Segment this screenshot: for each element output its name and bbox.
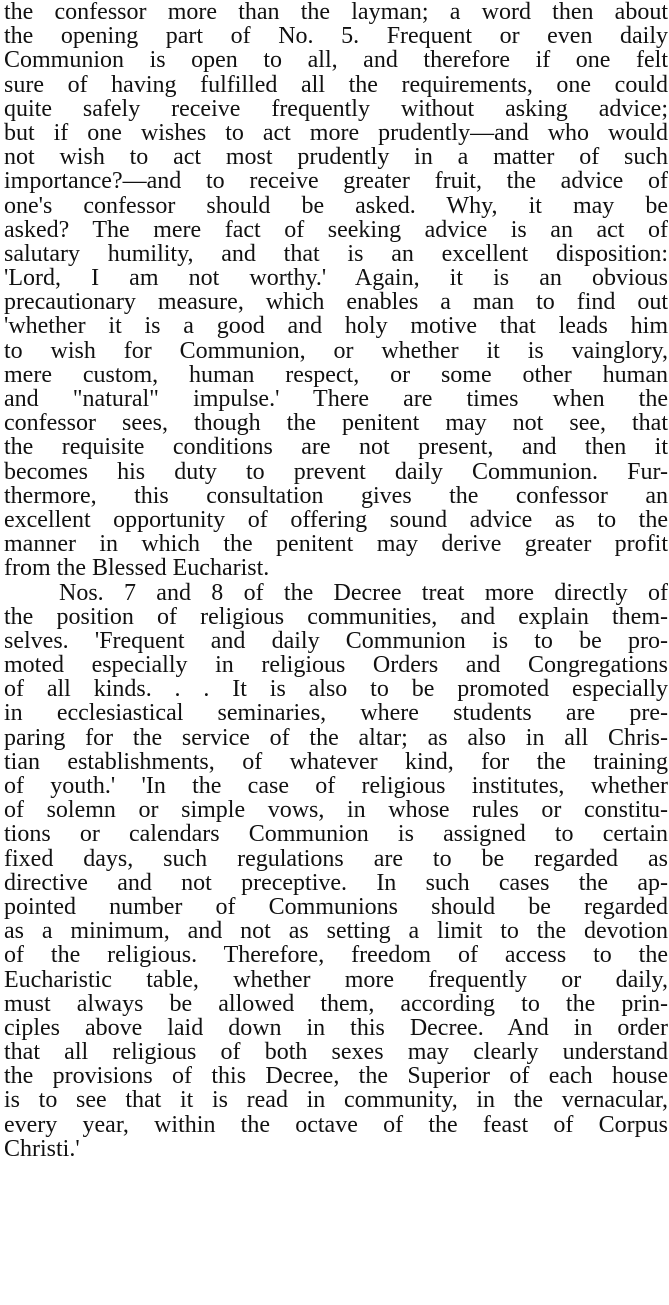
text-line: ciples above laid down in this Decree. And in order [4, 1014, 668, 1041]
text-line: every year, within the octave of the feast of Corpus [4, 1111, 668, 1138]
text-line: the position of religious communities, and explain them- [4, 603, 668, 630]
text-line: tian establishments, of whatever kind, for the training [4, 748, 668, 775]
text-line: pointed number of Communions should be regarded [4, 893, 668, 920]
text-line: must always be allowed them, according to the prin- [4, 990, 668, 1017]
text-line: precautionary measure, which enables a man to find out [4, 289, 668, 316]
text-line: mere custom, human respect, or some other human [4, 361, 668, 388]
text-line: 'Lord, I am not worthy.' Again, it is an obvious [4, 265, 668, 292]
text-line: of youth.' 'In the case of religious institutes, whether [4, 773, 668, 799]
text-line: Christi.' [4, 1135, 80, 1162]
text-line: directive and not preceptive. In such cases the ap- [4, 869, 668, 896]
text-line: the opening part of No. 5. Frequent or even daily [4, 23, 668, 50]
text-line: paring for the service of the altar; as also in all Chris- [4, 724, 668, 751]
text-line: and "natural" impulse.' There are times when the [4, 386, 668, 412]
text-line: thermore, this consultation gives the confessor an [4, 482, 668, 509]
text-line: asked? The mere fact of seeking advice is an act of [4, 216, 668, 243]
text-line: not wish to act most prudently in a matter of such [4, 144, 668, 171]
text-line: importance?—and to receive greater fruit, the advice of [4, 168, 668, 195]
text-line: confessor sees, though the penitent may not see, that [4, 410, 668, 437]
text-line: of solemn or simple vows, in whose rules or constitu- [4, 797, 668, 824]
text-line: Nos. 7 and 8 of the Decree treat more directly of [59, 579, 668, 606]
document-page [4, 0, 668, 1161]
text-line: fixed days, such regulations are to be regarded as [4, 845, 668, 872]
text-line: Eucharistic table, whether more frequently or daily, [4, 966, 668, 993]
text-line: the confessor more than the layman; a word then about [4, 0, 668, 25]
text-line: salutary humility, and that is an excellent disposition: [4, 240, 668, 267]
text-line: 'whether it is a good and holy motive that leads him [4, 313, 668, 340]
text-line: tions or calendars Communion is assigned to certain [4, 821, 668, 848]
text-line: one's confessor should be asked. Why, it may be [4, 192, 668, 219]
text-line: excellent opportunity of offering sound advice as to the [4, 506, 668, 533]
text-line: manner in which the penitent may derive greater profit [4, 531, 668, 558]
text-line: becomes his duty to prevent daily Communion. Fur- [4, 458, 668, 485]
text-line: quite safely receive frequently without asking advice; [4, 95, 668, 122]
text-line: in ecclesiastical seminaries, where students are pre- [4, 700, 668, 727]
text-line: as a minimum, and not as setting a limit to the devotion [4, 918, 668, 945]
text-line: to wish for Communion, or whether it is vainglory, [4, 337, 668, 364]
text-line: from the Blessed Eucharist. [4, 555, 270, 582]
text-line: of all kinds. . . It is also to be promoted especially [4, 676, 668, 703]
text-line: is to see that it is read in community, in the vernacular, [4, 1087, 668, 1114]
text-line: the provisions of this Decree, the Superior of each house [4, 1063, 668, 1090]
text-line: sure of having fulfilled all the requirements, one could [4, 71, 668, 98]
text-line: that all religious of both sexes may clearly understand [4, 1039, 668, 1066]
text-line: selves. 'Frequent and daily Communion is to be pro- [4, 627, 668, 654]
text-line: Communion is open to all, and therefore if one felt [4, 47, 668, 74]
text-line: but if one wishes to act more prudently—and who would [4, 119, 668, 146]
text-line: the requisite conditions are not present, and then it [4, 434, 668, 461]
text-line: of the religious. Therefore, freedom of access to the [4, 942, 668, 969]
text-line: moted especially in religious Orders and Congregations [4, 652, 668, 679]
